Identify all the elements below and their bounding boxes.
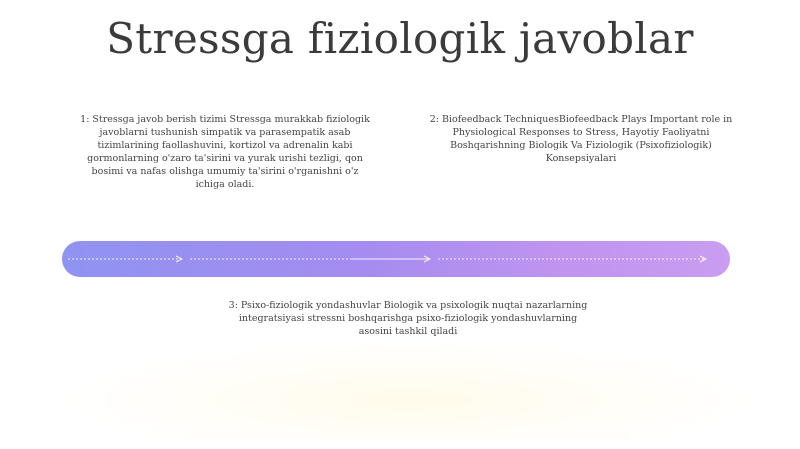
timeline-arrows [62,241,730,277]
step-1-note: 1: Stressga javob berish tizimi Stressga murakkab fiziologik javoblarni tushunish simpatik va parasempatik asab tizimlarining faollashuvini, kortizol va adrenalin kabi gormonlarning o'zaro ta'sirini va yurak urishi tezligi, qon bosimi va nafas olishga umumiy ta'sirini o'rganishni o'z ichiga oladi. [80,114,370,190]
decorative-glow [60,340,760,440]
step-3-note: 3: Psixo-fiziologik yondashuvlar Biologik va psixologik nuqtai nazarlarning integratsiyasi stressni boshqarishga psixo-fiziologik yondashuvlarning asosini tashkil qiladi [228,300,588,337]
diagram-title: Stressga fiziologik javoblar [106,14,694,63]
step-2-note: 2: Biofeedback TechniquesBiofeedback Plays Important role in Physiological Responses to Stress, Hayotiy Faoliyatni Boshqarishning Biologik Va Fiziologik (Psixofiziologik) Konsepsiyalari [429,114,733,164]
